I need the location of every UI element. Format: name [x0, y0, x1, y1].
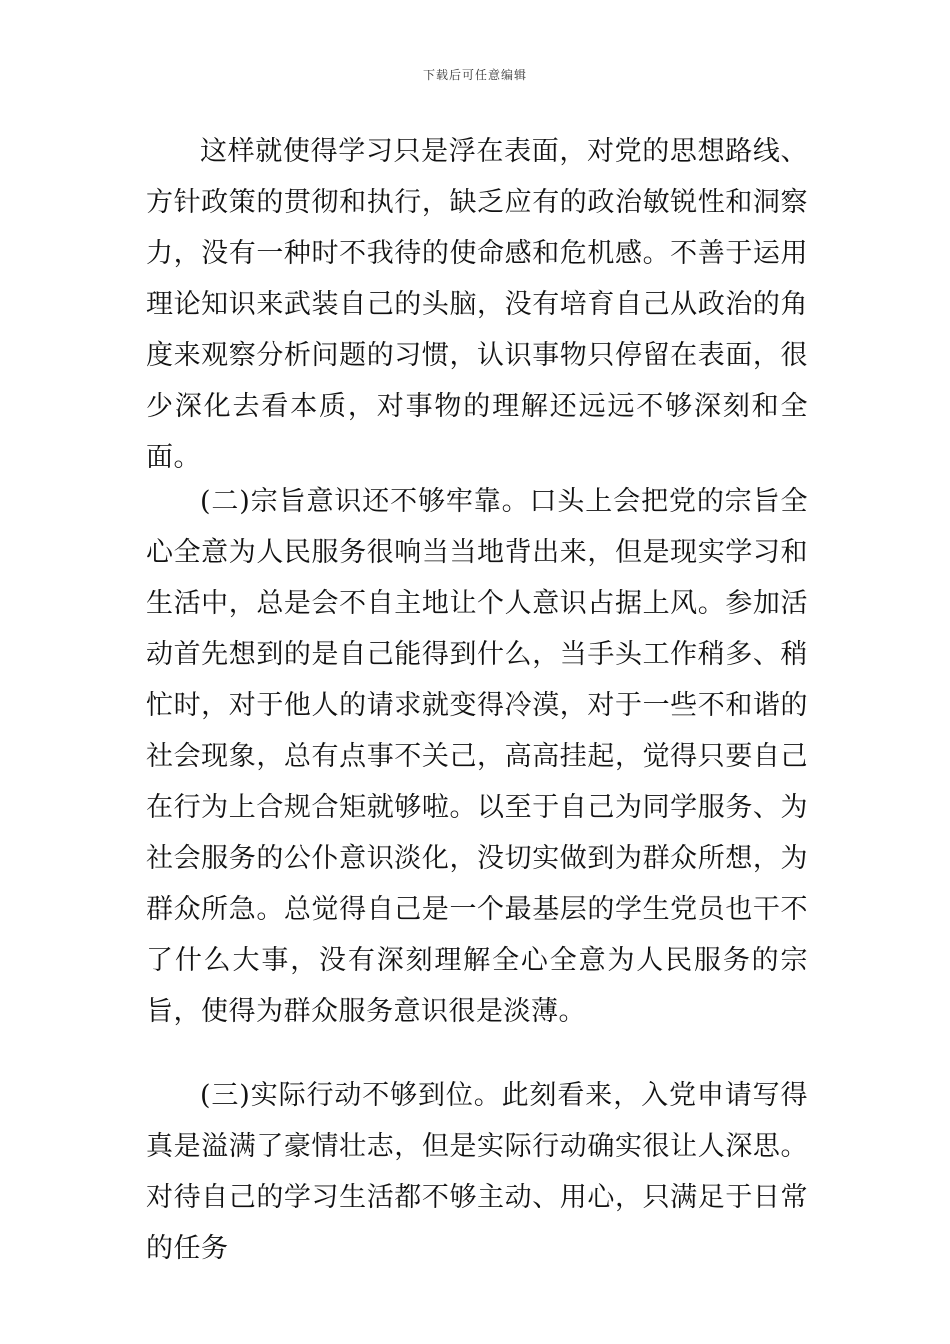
paragraph-1: 这样就使得学习只是浮在表面，对党的思想路线、方针政策的贯彻和执行，缺乏应有的政治敏锐性和洞察力，没有一种时不我待的使命感和危机感。不善于运用理论知识来武装自己的头脑，没有培育自己从政治的角度来观察分析问题的习惯，认识事物只停留在表面，很少深化去看本质，对事物的理解还远远不够深刻和全面。: [146, 136, 808, 473]
paragraph-3: (三)实际行动不够到位。此刻看来，入党申请写得真是溢满了豪情壮志，但是实际行动确实很让人深思。对待自己的学习生活都不够主动、用心，只满足于日常的任务: [146, 1080, 808, 1264]
paragraph-2: (二)宗旨意识还不够牢靠。口头上会把党的宗旨全心全意为人民服务很响当当地背出来，但是现实学习和生活中，总是会不自主地让个人意识占据上风。参加活动首先想到的是自己能得到什么，当手头工作稍多、稍忙时，对于他人的请求就变得冷漠，对于一些不和谐的社会现象，总有点事不关己，高高挂起，觉得只要自己在行为上合规合矩就够啦。以至于自己为同学服务、为社会服务的公仆意识淡化，没切实做到为群众所想，为群众所急。总觉得自己是一个最基层的学生党员也干不了什么大事，没有深刻理解全心全意为人民服务的宗旨，使得为群众服务意识很是淡薄。: [146, 486, 808, 1027]
header-note: 下载后可任意编辑: [422, 68, 527, 82]
